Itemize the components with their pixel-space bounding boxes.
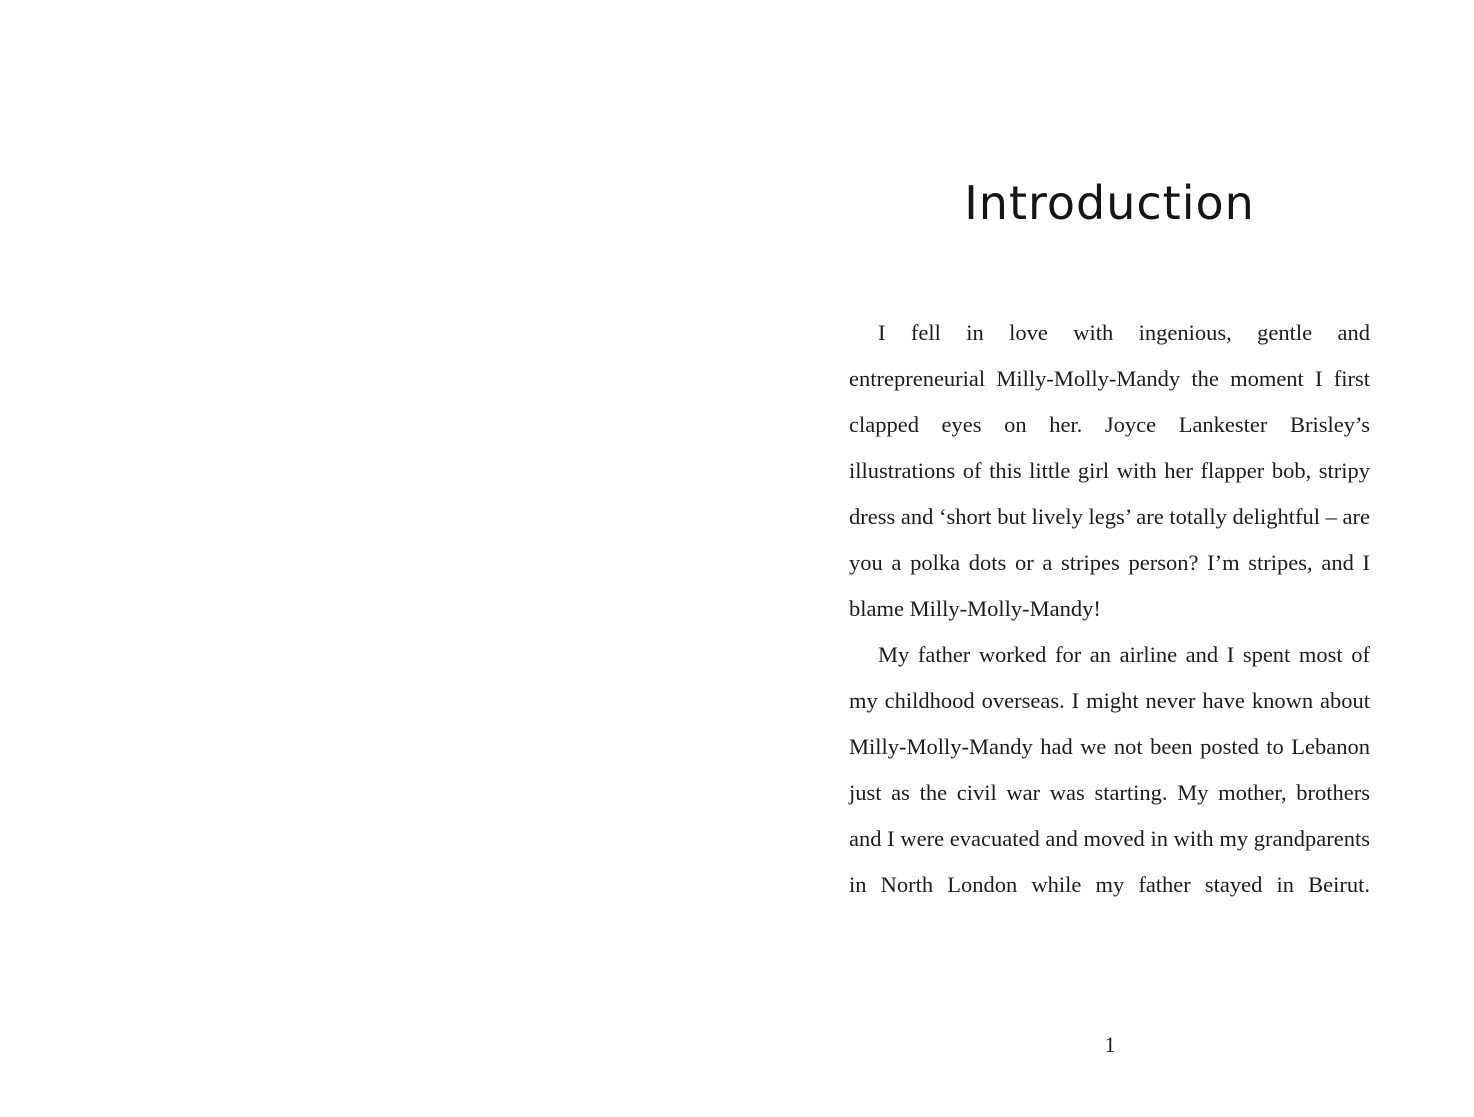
page-number: 1 (1104, 1032, 1116, 1057)
paragraph-2: My father worked for an airline and I spent most of my childhood overseas. I might never have known about Milly-Molly-Mandy had we not been posted to Lebanon just as the civil war was starting. My mother, brothers and I were evacuated and moved in with my grandparents in North London while my father stayed in Beirut. (849, 642, 1370, 897)
body-text (849, 310, 1370, 908)
chapter-title: Introduction (964, 176, 1255, 230)
paragraph-1: I fell in love with ingenious, gentle and entrepreneurial Milly-Molly-Mandy the moment I first clapped eyes on her. Joyce Lankester Brisley’s illustrations of this little girl with her flapper bob, stripy dress and ‘short but lively legs’ are totally delightful – are you a polka dots or a stripes person? I’m stripes, and I blame Milly-Molly-Mandy! (849, 320, 1370, 621)
